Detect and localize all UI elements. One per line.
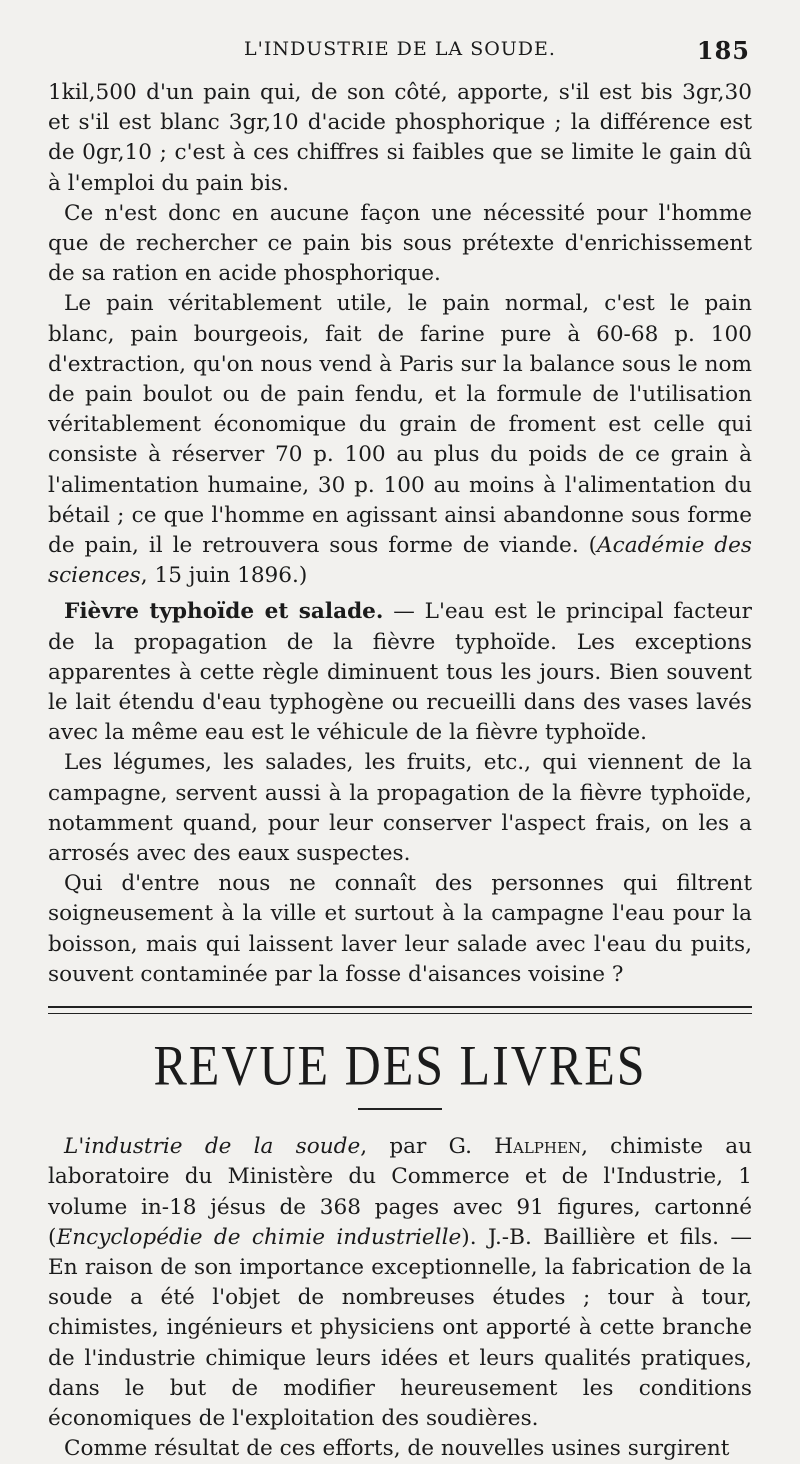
paragraph-continued: 1kil,500 d'un pain qui, de son côté, apporte, s'il est bis 3gr,30 et s'il est blanc 3gr,10 d'acide phosphorique ; la différence est de 0gr,10 ; c'est à ces chiffres si faibles que se limite le gain dû à l'emploi du pain bis. [48,80,752,196]
page-number: 185 [696,36,750,65]
paragraph-white-bread [48,289,752,591]
review-desc-2: ). J.-B. Baillière et fils. — En raison de son importance exceptionnelle, la fabrication de la soude a été l'objet de nombreuses études ; tour à tour, chimistes, ingénieurs et physiciens ont apporté à cette branche de l'industrie chimique leurs idées et leurs qualités pratiques, dans le but de modifier heureusement les conditions économiques de l'exploitation des soudières. [48,1224,752,1431]
section-title: REVUE DES LIVRES [153,1032,647,1098]
section-divider [48,1006,752,1014]
book-title: L'industrie de la soude [64,1134,361,1160]
paragraph-vegetables: Les légumes, les salades, les fruits, etc., qui viennent de la campagne, servent aussi à la propagation de la fièvre typhoïde, notamment quand, pour leur conserver l'aspect frais, on les a arrosés avec des eaux suspectes. [48,750,752,867]
book-author: Halphen [494,1134,582,1160]
book-review-paragraph [48,1132,752,1434]
title-underline [358,1108,442,1110]
white-bread-text: Le pain véritablement utile, le pain normal, c'est le pain blanc, pain bourgeois, fait de farine pure à 60-68 p. 100 d'extraction, qu'on nous vend à Paris sur la balance sous le nom de pain boulot ou de pain fendu, et la formule de l'utilisation véritablement économique du grain de froment est celle qui consiste à réserver 70 p. 100 au plus du poids de ce grain à l'alimentation humaine, 30 p. 100 au moins à l'alimentation du bétail ; ce que l'homme en agissant ainsi abandonne sous forme de pain, il le retrouvera sous forme de viande. ( [48,291,752,559]
typhoid-text: — L'eau est le principal facteur de la propagation de la fièvre typhoïde. Les exceptions apparentes à cette règle diminuent tous les jours. Bien souvent le lait étendu d'eau typhogène ou recueilli dans des vases lavés avec la même eau est le véhicule de la fièvre typhoïde. [48,599,753,746]
paragraph-typhoid [48,597,752,748]
review-desc-1: , chimiste au laboratoire du Ministère du Commerce et de l'Industrie, 1 volume in-18 jésus de 368 pages avec 91 figures, cartonné ( [48,1134,752,1250]
source-citation: Académie des sciences [48,533,752,589]
source-date: , 15 juin 1896.) [140,563,308,589]
review-by: , par G. [360,1134,495,1160]
paragraph-salad-water: Qui d'entre nous ne connaît des personnes qui filtrent soigneusement à la ville et surtout à la campagne l'eau pour la boisson, mais qui laissent laver leur salade avec l'eau du puits, souvent contaminée par la fosse d'aisances voisine ? [48,871,752,987]
review-last-line: Comme résultat de ces efforts, de nouvelles usines surgirent [64,1436,730,1462]
running-header [48,34,752,78]
running-title: L'INDUSTRIE DE LA SOUDE. [244,38,556,60]
book-collection: Encyclopédie de chimie industrielle [56,1224,462,1250]
paragraph-bread-necessity: Ce n'est donc en aucune façon une nécessité pour l'homme que de rechercher ce pain bis sous prétexte d'enrichissement de sa ration en acide phosphorique. [48,200,752,287]
typhoid-heading: Fièvre typhoïde et salade. [64,599,384,625]
